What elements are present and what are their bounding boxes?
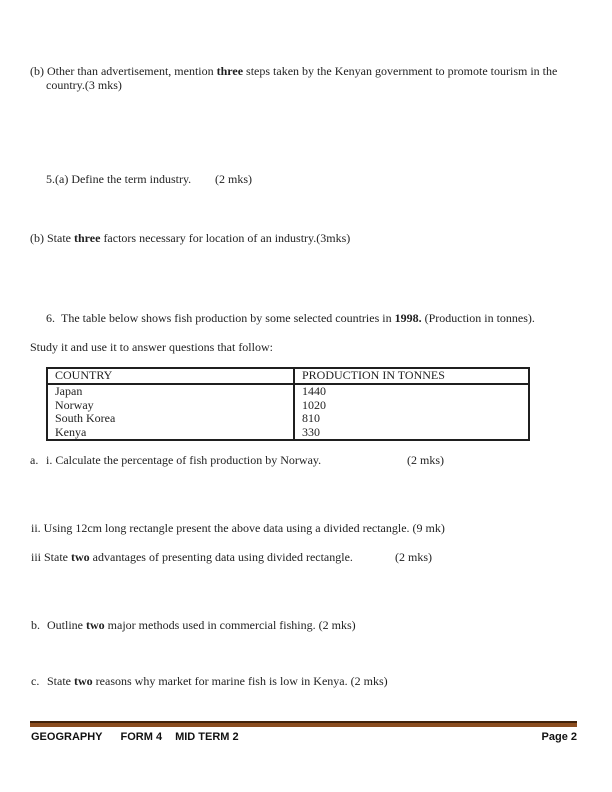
question-6-study-line <box>30 340 273 354</box>
table-cell-production: 810 <box>302 411 320 425</box>
question-6b-label: b. <box>31 618 40 632</box>
table-cell-production: 1020 <box>302 397 326 412</box>
question-6a-ii-text: ii. Using 12cm long rectangle present the above data using a divided rectangle. (9 mk) <box>31 521 445 535</box>
question-6a-i-marks: (2 mks) <box>407 453 444 467</box>
question-6c-label: c. <box>31 674 40 688</box>
question-6b-line <box>31 618 491 674</box>
question-6a-iii-post: advantages of presenting data using divided rectangle. <box>89 550 353 564</box>
question-5b-text-post: factors necessary for location of an industry.(3mks) <box>100 231 351 245</box>
footer-subject: GEOGRAPHY <box>31 731 103 743</box>
question-4b-text-post: steps taken by the Kenyan government to promote tourism in the <box>243 64 558 78</box>
table-header-country: COUNTRY <box>47 368 294 384</box>
footer-form: FORM 4 <box>120 731 163 743</box>
table-cell-production: 1440 <box>302 384 326 398</box>
question-5b-text-pre: (b) State <box>30 231 74 245</box>
table-cell-country: Norway <box>47 399 294 413</box>
question-5a-line <box>46 172 346 228</box>
question-6b-post: major methods used in commercial fishing. (2 mks) <box>104 618 356 632</box>
question-6-intro-line <box>46 311 586 367</box>
table-row <box>47 384 529 399</box>
footer <box>31 731 577 743</box>
question-4b-continuation: country.(3 mks) <box>46 78 122 92</box>
fish-production-table <box>46 367 530 441</box>
question-6c-bold-word: two <box>74 674 93 688</box>
table-cell-country: Japan <box>47 384 294 399</box>
question-6a-iii-marks: (2 mks) <box>395 550 432 564</box>
table-header-production: PRODUCTION IN TONNES <box>294 368 529 384</box>
question-5a-text: 5.(a) Define the term industry. <box>46 172 192 186</box>
question-6-number: 6. <box>46 311 55 325</box>
question-6a-iii-pre: iii State <box>31 550 71 564</box>
question-6b-text <box>47 618 356 632</box>
question-6a-iii-bold-word: two <box>71 550 90 564</box>
question-6a-label: a. <box>30 453 39 467</box>
question-6a-iii-text <box>31 550 353 564</box>
question-6a-iii-line <box>31 550 491 606</box>
table-row <box>47 426 529 441</box>
table-row <box>47 399 529 413</box>
question-4b-text-pre: (b) Other than advertisement, mention <box>30 64 217 78</box>
question-4b-line1 <box>30 64 557 78</box>
question-6c-post: reasons why market for marine fish is low in Kenya. (2 mks) <box>92 674 388 688</box>
question-6a-ii-line <box>31 521 445 535</box>
question-6b-bold-word: two <box>86 618 105 632</box>
table-cell-production: 330 <box>302 424 320 439</box>
question-6-study-text: Study it and use it to answer questions that follow: <box>30 340 273 354</box>
question-6a-i-line <box>30 453 490 523</box>
question-6b-pre: Outline <box>47 618 86 632</box>
question-4b-line2 <box>46 78 122 92</box>
question-6-intro-post: (Production in tonnes). <box>421 311 535 325</box>
question-6a-i-text: i. Calculate the percentage of fish production by Norway. <box>46 453 322 467</box>
question-5b-line <box>30 231 350 245</box>
question-6c-pre: State <box>47 674 74 688</box>
question-6c-text <box>47 674 388 688</box>
footer-term: MID TERM 2 <box>175 731 239 743</box>
footer-divider-bar <box>30 721 577 727</box>
question-5a-marks: (2 mks) <box>215 172 252 186</box>
question-5b-bold-word: three <box>74 231 101 245</box>
question-6-intro-pre: The table below shows fish production by some selected countries in <box>61 311 395 325</box>
table-header-row <box>47 368 529 384</box>
table-row <box>47 412 529 426</box>
question-4b-bold-word: three <box>216 64 244 78</box>
question-6-intro-text <box>61 311 535 325</box>
table-cell-country: Kenya <box>47 426 294 441</box>
table-cell-country: South Korea <box>47 412 294 426</box>
question-6-intro-bold-year: 1998. <box>394 311 422 325</box>
footer-page-number: Page 2 <box>541 731 577 743</box>
